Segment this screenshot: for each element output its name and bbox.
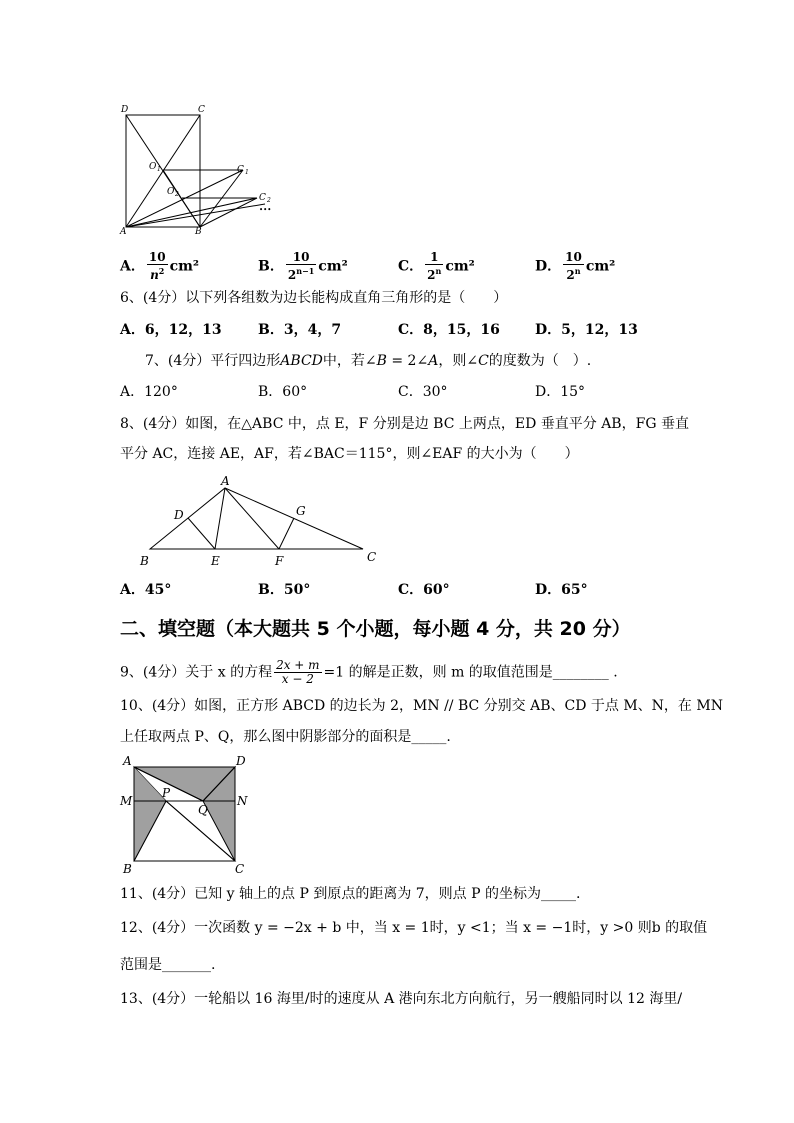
label-o1: O (149, 162, 157, 172)
label-c2-sub: 2 (267, 197, 271, 204)
q7-stem: 7、(4分）平行四边形ABCD中，若∠B = 2∠A，则∠C的度数为（ ）. (145, 353, 592, 369)
q8-option-d: D．65° (535, 582, 588, 598)
q11-stem: 11、(4分）已知 y 轴上的点 P 到原点的距离为 7，则点 P 的坐标为_____. (120, 886, 581, 902)
q7-option-c: C．30° (398, 384, 448, 400)
q5-option-a: A． $\frac{10}{n^2}$ cm² (120, 250, 200, 282)
q6-option-d: D．5，12，13 (535, 322, 638, 338)
q6-option-b: B．3，4，7 (258, 322, 342, 338)
q8-option-c: C．60° (398, 582, 450, 598)
label-e: E (211, 554, 220, 568)
q6-option-c: C．8，15，16 (398, 322, 500, 338)
q9-stem: 9、(4分）关于 x 的方程 $\frac{2x + m}{x - 2}$ =1 的解是正数，则 m 的取值范围是________ . (120, 658, 618, 686)
label-g: G (296, 504, 306, 518)
q5-option-b: B． $\frac{10}{2^{n-1}}$ cm² (258, 250, 348, 282)
label-c: C (198, 105, 205, 115)
q8-stem-line2: 平分 AC，连接 AE，AF，若∠BAC＝115°，则∠EAF 的大小为（ ） (120, 446, 579, 462)
label-b: B (123, 862, 132, 876)
label-n: N (237, 794, 248, 808)
q10-stem-line1: 10、(4分）如图，正方形 ABCD 的边长为 2，MN // BC 分别交 AB、CD 于点 M、N，在 MN (120, 698, 723, 714)
label-o1-sub: 1 (157, 166, 161, 173)
label-a: A (221, 474, 230, 488)
label-o2: O (167, 187, 175, 197)
label-c2: C (259, 193, 266, 203)
label-o2-sub: 2 (175, 191, 179, 198)
label-f: F (275, 554, 284, 568)
q5-figure (115, 100, 280, 235)
label-d: D (174, 508, 184, 522)
label-dots: ••• (259, 206, 272, 214)
label-d: D (236, 754, 246, 768)
label-c1-sub: 1 (245, 169, 249, 176)
label-q: Q (198, 803, 208, 817)
q10-stem-line2: 上任取两点 P、Q，那么图中阴影部分的面积是_____. (120, 729, 451, 745)
label-b: B (140, 554, 149, 568)
q6-stem: 6、(4分）以下列各组数为边长能构成直角三角形的是（ ） (120, 290, 508, 306)
q5-option-d: D． $\frac{10}{2^n}$ cm² (535, 250, 616, 282)
section-2-heading: 二、填空题（本大题共 5 个小题，每小题 4 分，共 20 分） (120, 618, 631, 640)
label-a: A (123, 754, 132, 768)
q10-square-figure (115, 752, 255, 877)
label-c1: C (237, 165, 244, 175)
q8-option-b: B．50° (258, 582, 311, 598)
label-d: D (121, 105, 129, 115)
q6-option-a: A．6，12，13 (120, 322, 222, 338)
q7-option-b: B．60° (258, 384, 308, 400)
q7-option-a: A．120° (120, 384, 178, 400)
label-c: C (235, 862, 245, 876)
label-m: M (120, 794, 133, 808)
q5-option-c: C． $\frac{1}{2^n}$ cm² (398, 250, 475, 282)
q8-option-a: A．45° (120, 582, 172, 598)
q12-stem-line1: 12、(4分）一次函数 y = −2x + b 中，当 x = 1时，y <1；当 x = −1时，y >0 则b 的取值 (120, 920, 708, 936)
label-a: A (120, 227, 127, 235)
label-b: B (195, 227, 202, 235)
label-p: P (162, 786, 171, 800)
q13-stem: 13、(4分）一轮船以 16 海里/时的速度从 A 港向东北方向航行，另一艘船同时以 12 海里/ (120, 991, 683, 1007)
q7-option-d: D．15° (535, 384, 586, 400)
q8-stem-line1: 8、(4分）如图，在△ABC 中，点 E，F 分别是边 BC 上两点，ED 垂直平分 AB，FG 垂直 (120, 416, 689, 432)
q12-stem-line2: 范围是_______. (120, 957, 216, 973)
q8-triangle-figure (135, 470, 385, 575)
label-c: C (367, 550, 377, 564)
